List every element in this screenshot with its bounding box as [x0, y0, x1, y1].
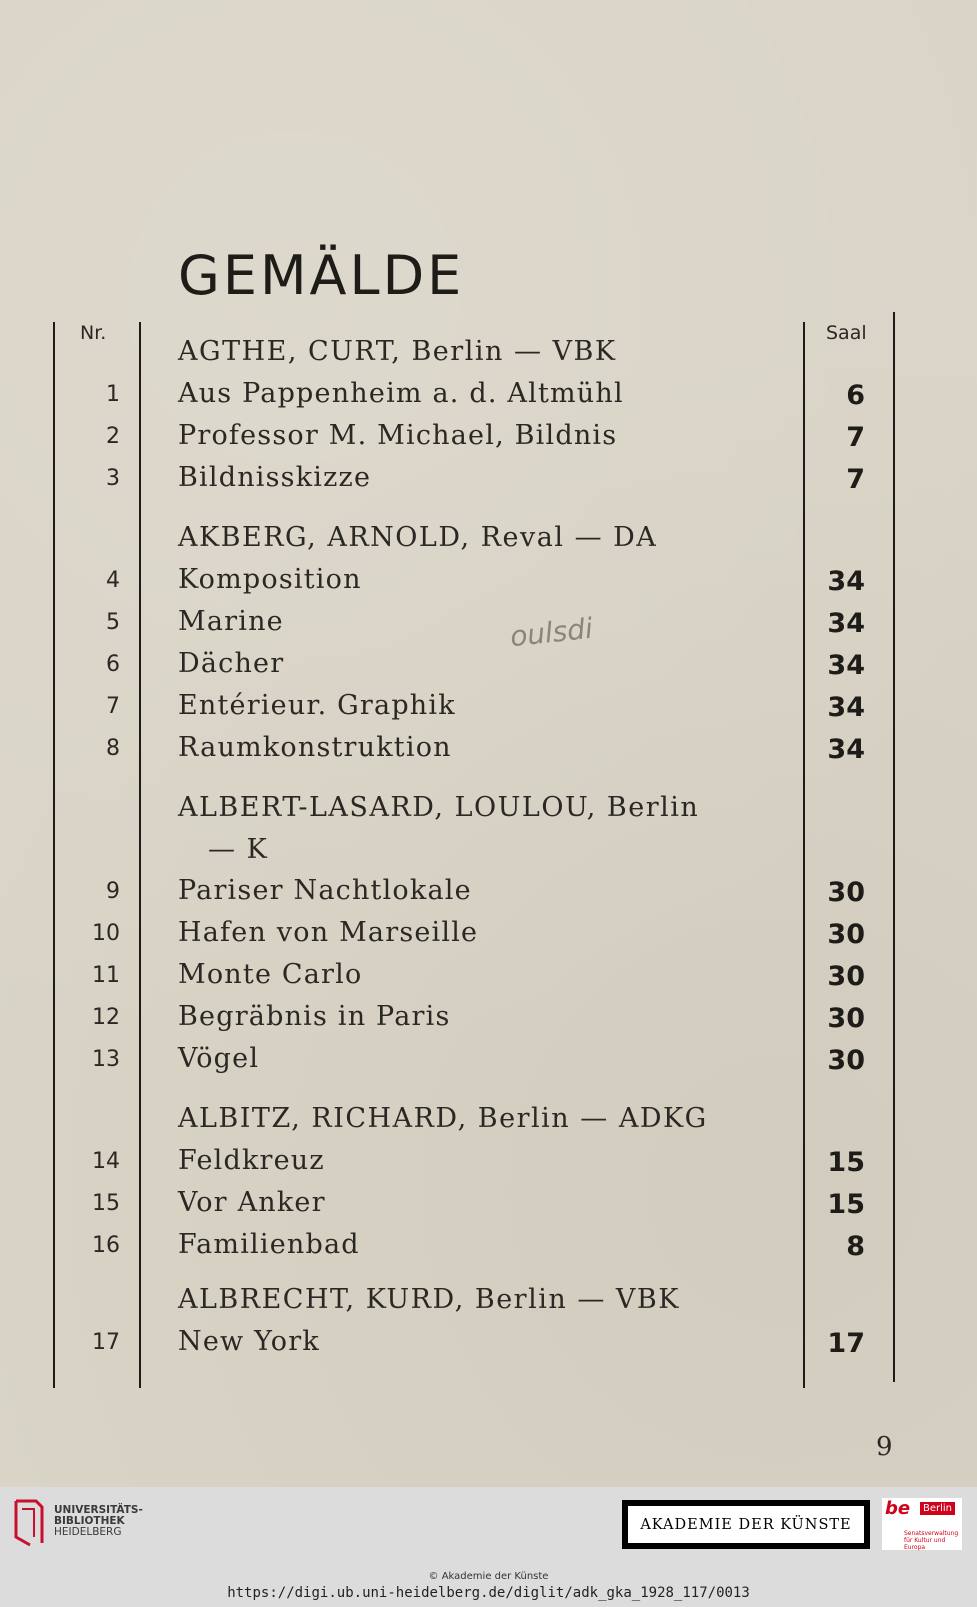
- copyright-notice: © Akademie der Künste: [428, 1571, 549, 1582]
- saal-number: 34: [827, 692, 865, 723]
- artwork-row: [0, 957, 977, 997]
- artist-heading: ALBRECHT, KURD, Berlin — VBK: [178, 1284, 680, 1315]
- adk-label: AKADEMIE DER KÜNSTE: [628, 1506, 864, 1543]
- artwork-title: Aus Pappenheim a. d. Altmühl: [178, 378, 624, 409]
- ub-line: BIBLIOTHEK: [54, 1515, 125, 1527]
- artwork-title: New York: [178, 1326, 320, 1357]
- saal-number: 15: [827, 1189, 865, 1220]
- artwork-number: 6: [106, 652, 120, 677]
- artwork-row: [0, 460, 977, 500]
- artwork-number: 9: [106, 879, 120, 904]
- artist-heading-row: [0, 832, 977, 872]
- artwork-number: 13: [92, 1047, 120, 1072]
- akademie-der-kuenste-logo[interactable]: [622, 1500, 870, 1549]
- artist-heading: — K: [208, 834, 269, 865]
- artwork-row: [0, 915, 977, 955]
- artwork-row: [0, 1143, 977, 1183]
- berlin-senate-logo[interactable]: [882, 1498, 962, 1550]
- artwork-title: Bildnisskizze: [178, 462, 372, 493]
- artist-heading: ALBITZ, RICHARD, Berlin — ADKG: [178, 1103, 708, 1134]
- artwork-title: Vögel: [178, 1043, 260, 1074]
- berlin-sub-line: für Kultur und Europa: [904, 1537, 946, 1551]
- saal-number: 30: [827, 877, 865, 908]
- saal-number: 34: [827, 608, 865, 639]
- saal-number: 34: [827, 650, 865, 681]
- saal-number: 30: [827, 1045, 865, 1076]
- artwork-row: [0, 418, 977, 458]
- artwork-number: 4: [106, 568, 120, 593]
- saal-header: Saal: [826, 322, 867, 344]
- artwork-number: 12: [92, 1005, 120, 1030]
- artwork-row: [0, 1041, 977, 1081]
- artwork-number: 17: [92, 1330, 120, 1355]
- university-library-name[interactable]: [54, 1505, 143, 1538]
- artist-heading: AKBERG, ARNOLD, Reval — DA: [178, 522, 658, 553]
- permalink-url[interactable]: https://digi.ub.uni-heidelberg.de/diglit/adk_gka_1928_117/0013: [227, 1585, 750, 1601]
- berlin-be-mark: be: [885, 1498, 911, 1519]
- artwork-title: Entérieur. Graphik: [178, 690, 456, 721]
- ub-line: HEIDELBERG: [54, 1526, 122, 1538]
- artwork-number: 5: [106, 610, 120, 635]
- saal-number: 7: [846, 422, 865, 453]
- artwork-number: 16: [92, 1233, 120, 1258]
- artwork-number: 11: [92, 963, 120, 988]
- artwork-number: 1: [106, 382, 120, 407]
- artwork-number: 7: [106, 694, 120, 719]
- artwork-row: [0, 1324, 977, 1364]
- artwork-row: [0, 1227, 977, 1267]
- artwork-title: Raumkonstruktion: [178, 732, 452, 763]
- saal-number: 34: [827, 734, 865, 765]
- page-number: 9: [876, 1432, 893, 1462]
- artwork-title: Monte Carlo: [178, 959, 363, 990]
- artwork-row: [0, 873, 977, 913]
- berlin-sub-line: Senatsverwaltung: [904, 1530, 959, 1537]
- artwork-title: Marine: [178, 606, 284, 637]
- saal-number: 34: [827, 566, 865, 597]
- artwork-row: [0, 730, 977, 770]
- artwork-title: Pariser Nachtlokale: [178, 875, 472, 906]
- saal-number: 30: [827, 919, 865, 950]
- university-library-logo-icon: [12, 1497, 46, 1547]
- artwork-title: Begräbnis in Paris: [178, 1001, 451, 1032]
- handwritten-annotation: oulsdi: [508, 611, 595, 654]
- saal-number: 30: [827, 961, 865, 992]
- saal-number: 7: [846, 464, 865, 495]
- saal-number: 30: [827, 1003, 865, 1034]
- saal-number: 15: [827, 1147, 865, 1178]
- artist-heading-row: [0, 520, 977, 560]
- artwork-title: Dächer: [178, 648, 285, 679]
- berlin-badge: Berlin: [920, 1502, 955, 1515]
- artist-heading-row: [0, 1101, 977, 1141]
- artwork-row: [0, 999, 977, 1039]
- artwork-row: [0, 604, 977, 644]
- artwork-number: 8: [106, 736, 120, 761]
- artwork-title: Feldkreuz: [178, 1145, 325, 1176]
- artwork-number: 2: [106, 424, 120, 449]
- artwork-number: 10: [92, 921, 120, 946]
- artwork-row: [0, 646, 977, 686]
- artist-heading-row: [0, 790, 977, 830]
- artwork-row: [0, 562, 977, 602]
- artwork-row: [0, 376, 977, 416]
- artwork-title: Professor M. Michael, Bildnis: [178, 420, 618, 451]
- artwork-title: Familienbad: [178, 1229, 360, 1260]
- nr-header: Nr.: [80, 322, 107, 344]
- artwork-title: Vor Anker: [178, 1187, 326, 1218]
- artist-heading-row: [0, 334, 977, 374]
- saal-number: 6: [846, 380, 865, 411]
- ub-line: UNIVERSITÄTS-: [54, 1504, 143, 1516]
- artwork-number: 14: [92, 1149, 120, 1174]
- berlin-subtitle: [904, 1530, 962, 1551]
- section-title: GEMÄLDE: [178, 244, 465, 307]
- artist-heading: ALBERT-LASARD, LOULOU, Berlin: [178, 792, 700, 823]
- artwork-row: [0, 688, 977, 728]
- artwork-title: Hafen von Marseille: [178, 917, 479, 948]
- artist-heading-row: [0, 1282, 977, 1322]
- artwork-number: 15: [92, 1191, 120, 1216]
- saal-number: 17: [827, 1328, 865, 1359]
- saal-number: 8: [846, 1231, 865, 1262]
- artwork-title: Komposition: [178, 564, 362, 595]
- artist-heading: AGTHE, CURT, Berlin — VBK: [178, 336, 617, 367]
- artwork-row: [0, 1185, 977, 1225]
- artwork-number: 3: [106, 466, 120, 491]
